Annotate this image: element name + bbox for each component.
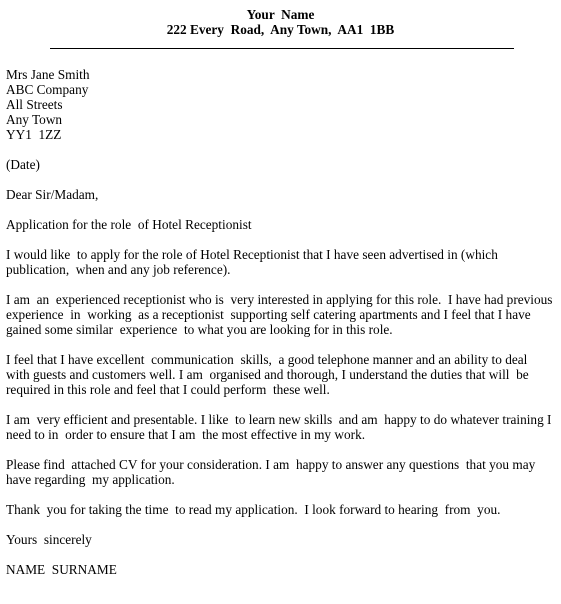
- header-divider: [50, 48, 514, 49]
- sender-address: 222 Every Road, Any Town, AA1 1BB: [166, 22, 395, 37]
- paragraph-thanks: Thank you for taking the time to read my application. I look forward to hearing from you.: [6, 502, 501, 517]
- letterhead: [0, 7, 561, 37]
- recipient-address: [6, 67, 554, 142]
- paragraph-experience: I am an experienced receptionist who is very interested in applying for this role. I have had previous experience in working as a receptionist supporting self catering apartments and I feel that I have gained some similar experience to what you are looking for in this role.: [6, 292, 556, 337]
- paragraph-skills: I feel that I have excellent communication skills, a good telephone manner and an ability to deal with guests and customers well. I am organised and thorough, I understand the duties that will be required in this role and feel that I could perform these well.: [6, 352, 532, 397]
- sender-name: Your Name: [246, 7, 315, 22]
- paragraph-intro: I would like to apply for the role of Hotel Receptionist that I have seen advertised in (which publication, when and any job reference).: [6, 247, 502, 277]
- subject-line: Application for the role of Hotel Receptionist: [6, 217, 252, 232]
- recipient-street: All Streets: [6, 97, 63, 112]
- letter-body: [6, 67, 554, 577]
- recipient-company: ABC Company: [6, 82, 89, 97]
- paragraph-cv: Please find attached CV for your consideration. I am happy to answer any questions that you may have regarding my application.: [6, 457, 539, 487]
- letter-date: (Date): [6, 157, 40, 172]
- recipient-postcode: YY1 1ZZ: [6, 127, 62, 142]
- recipient-name: Mrs Jane Smith: [6, 67, 90, 82]
- signature: NAME SURNAME: [6, 562, 117, 577]
- closing: Yours sincerely: [6, 532, 92, 547]
- paragraph-qualities: I am very efficient and presentable. I like to learn new skills and am happy to do whatever training I need to in order to ensure that I am the most effective in my work.: [6, 412, 555, 442]
- recipient-town: Any Town: [6, 112, 63, 127]
- salutation: Dear Sir/Madam,: [6, 187, 99, 202]
